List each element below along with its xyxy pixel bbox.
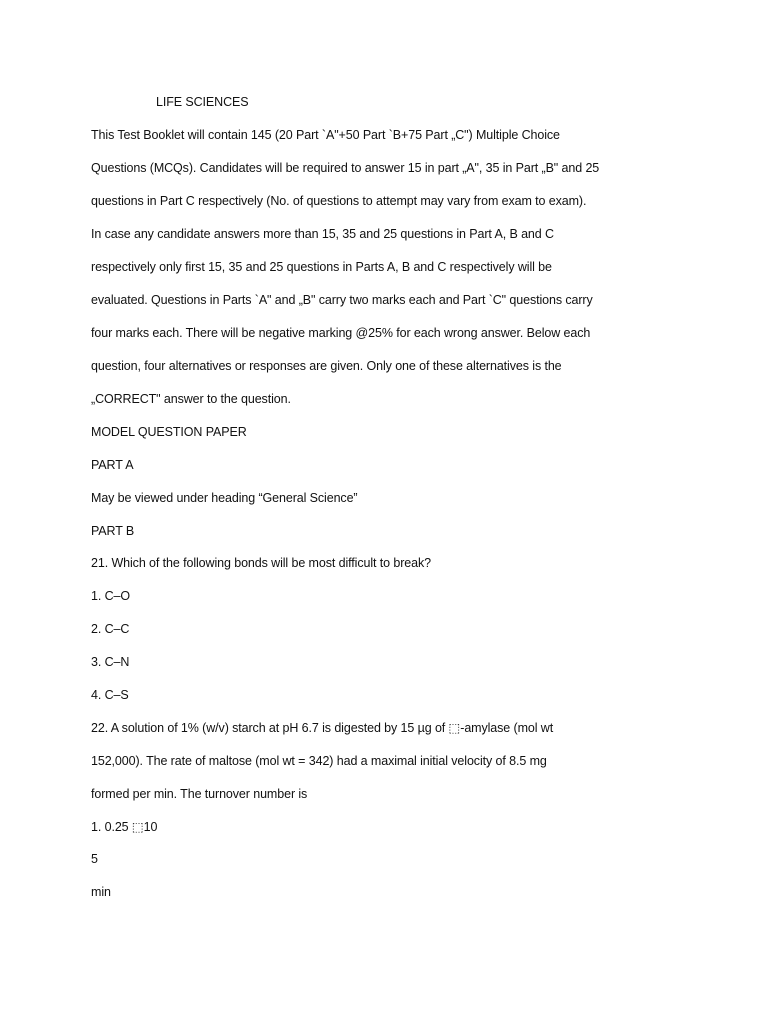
intro-line-9: „CORRECT" answer to the question. xyxy=(91,392,291,406)
intro-line-6: evaluated. Questions in Parts `A" and „B" carry two marks each and Part `C" questions carry xyxy=(91,293,593,307)
intro-line-2: Questions (MCQs). Candidates will be required to answer 15 in part „A", 35 in Part „B" and 25 xyxy=(91,161,600,175)
document-title: LIFE SCIENCES xyxy=(156,95,249,109)
intro-line-1: This Test Booklet will contain 145 (20 Part `A"+50 Part `B+75 Part „C") Multiple Choice xyxy=(91,128,560,142)
question-22-line-3: formed per min. The turnover number is xyxy=(91,787,308,801)
question-22-option-1: 1. 0.25 ⬚10 xyxy=(91,820,158,834)
intro-line-7: four marks each. There will be negative marking @25% for each wrong answer. Below each xyxy=(91,326,591,340)
question-21-option-3: 3. C–N xyxy=(91,655,130,669)
question-22-option-1-unit: min xyxy=(91,885,111,899)
part-b-heading: PART B xyxy=(91,524,135,538)
intro-line-8: question, four alternatives or responses are given. Only one of these alternatives is the xyxy=(91,359,562,373)
part-a-note: May be viewed under heading “General Science” xyxy=(91,491,358,505)
question-22-line-1: 22. A solution of 1% (w/v) starch at pH 6.7 is digested by 15 µg of ⬚-amylase (mol wt xyxy=(91,721,554,735)
intro-line-4: In case any candidate answers more than 15, 35 and 25 questions in Part A, B and C xyxy=(91,227,554,241)
question-22-option-1-exponent: 5 xyxy=(91,852,98,866)
question-21-option-4: 4. C–S xyxy=(91,688,129,702)
question-21-option-1: 1. C–O xyxy=(91,589,130,603)
intro-line-3: questions in Part C respectively (No. of questions to attempt may vary from exam to exam). xyxy=(91,194,587,208)
question-21-option-2: 2. C–C xyxy=(91,622,130,636)
intro-line-5: respectively only first 15, 35 and 25 questions in Parts A, B and C respectively will be xyxy=(91,260,552,274)
question-22-line-2: 152,000). The rate of maltose (mol wt = 342) had a maximal initial velocity of 8.5 mg xyxy=(91,754,547,768)
model-question-heading: MODEL QUESTION PAPER xyxy=(91,425,247,439)
part-a-heading: PART A xyxy=(91,458,134,472)
question-21-text: 21. Which of the following bonds will be most difficult to break? xyxy=(91,556,431,570)
